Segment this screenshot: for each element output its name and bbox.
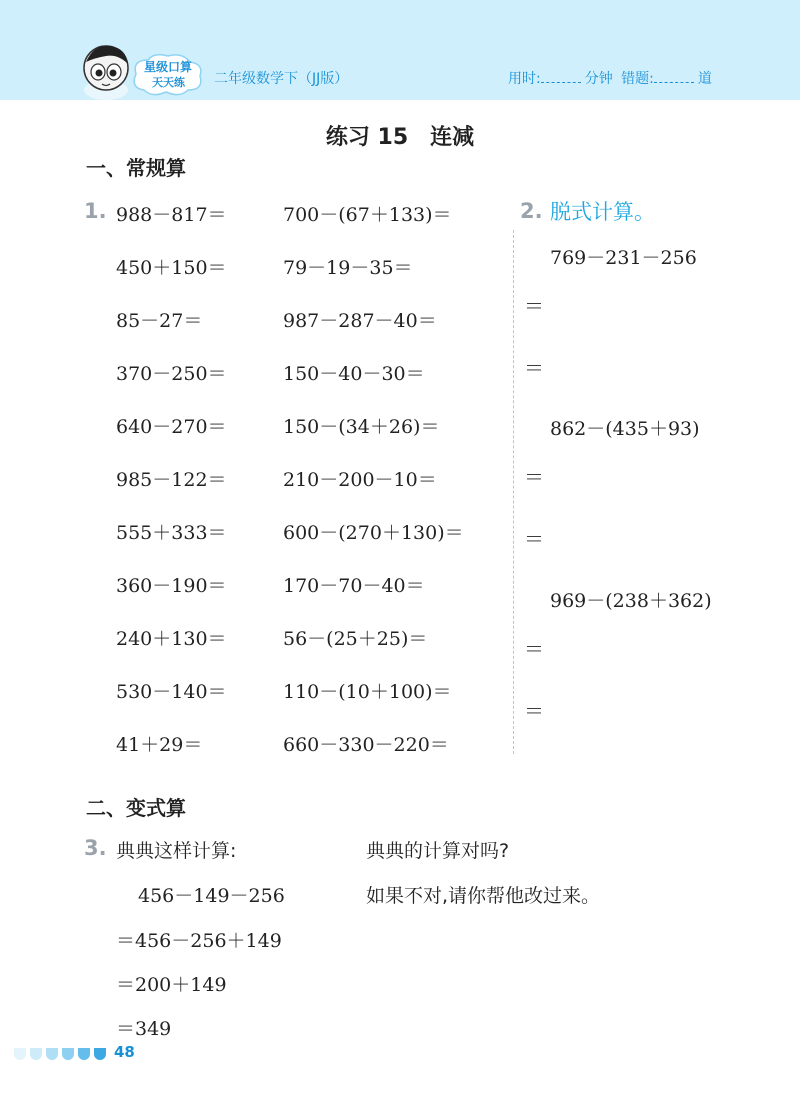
q1-item: 600－(270＋130)＝ xyxy=(283,522,464,544)
page-title: 练习 15 连减 xyxy=(325,125,475,150)
book-subject: 二年级数学下（JJ版） xyxy=(214,71,349,87)
mascot-icon xyxy=(76,40,136,104)
section-heading-routine: 一、常规算 xyxy=(86,156,186,180)
q2-answer-line: ＝ xyxy=(524,356,544,380)
q1-item: 170－70－40＝ xyxy=(283,575,425,597)
time-spent-field xyxy=(508,68,712,88)
footer-dot xyxy=(62,1048,74,1060)
q1-item: 987－287－40＝ xyxy=(283,310,437,332)
question-1-number: 1. xyxy=(84,199,107,223)
q3-step: 456－149－256 xyxy=(138,885,285,907)
q3-step: ＝200＋149 xyxy=(116,974,227,996)
page-number: 48 xyxy=(114,1043,135,1061)
q1-item: 85－27＝ xyxy=(116,310,203,332)
question-3-number: 3. xyxy=(84,836,107,860)
q3-step: ＝349 xyxy=(116,1018,172,1040)
q1-item: 985－122＝ xyxy=(116,469,227,491)
q2-answer-line: ＝ xyxy=(524,637,544,661)
q1-item: 555＋333＝ xyxy=(116,522,227,544)
question-3-instruction: 如果不对,请你帮他改过来。 xyxy=(366,885,601,907)
question-2-number: 2. xyxy=(520,199,543,223)
footer-dot xyxy=(14,1048,26,1060)
q1-item: 56－(25＋25)＝ xyxy=(283,628,428,650)
q2-expression: 769－231－256 xyxy=(550,247,697,269)
time-unit: 分钟 xyxy=(584,71,613,87)
q2-expression: 969－(238＋362) xyxy=(550,590,712,612)
q1-item: 79－19－35＝ xyxy=(283,257,413,279)
footer-dot xyxy=(94,1048,106,1060)
q1-item: 150－(34＋26)＝ xyxy=(283,416,440,438)
q3-step: ＝456－256＋149 xyxy=(116,930,282,952)
footer-dot xyxy=(46,1048,58,1060)
q2-answer-line: ＝ xyxy=(524,465,544,489)
q2-expression: 862－(435＋93) xyxy=(550,418,700,440)
q1-item: 988－817＝ xyxy=(116,204,227,226)
errors-blank xyxy=(654,70,694,83)
q1-item: 110－(10＋100)＝ xyxy=(283,681,452,703)
q1-item: 370－250＝ xyxy=(116,363,227,385)
errors-label: 错题: xyxy=(621,71,654,87)
logo-text-line1: 星级口算 xyxy=(144,60,193,74)
errors-unit: 道 xyxy=(697,71,712,87)
time-label: 用时: xyxy=(508,71,541,87)
q1-item: 360－190＝ xyxy=(116,575,227,597)
q2-answer-line: ＝ xyxy=(524,699,544,723)
q1-item: 530－140＝ xyxy=(116,681,227,703)
q1-item: 700－(67＋133)＝ xyxy=(283,204,452,226)
logo-text-line2: 天天练 xyxy=(152,76,185,89)
q1-item: 210－200－10＝ xyxy=(283,469,437,491)
column-divider xyxy=(513,230,514,754)
q2-answer-line: ＝ xyxy=(524,294,544,318)
question-2-label: 脱式计算。 xyxy=(550,200,655,224)
q1-item: 41＋29＝ xyxy=(116,734,203,756)
time-blank xyxy=(541,70,581,83)
footer-dot xyxy=(78,1048,90,1060)
q2-answer-line: ＝ xyxy=(524,527,544,551)
q1-item: 640－270＝ xyxy=(116,416,227,438)
section-heading-variation: 二、变式算 xyxy=(86,796,186,820)
question-3-intro: 典典这样计算: xyxy=(116,840,237,862)
question-3-question: 典典的计算对吗? xyxy=(366,840,510,862)
q1-item: 240＋130＝ xyxy=(116,628,227,650)
q1-item: 450＋150＝ xyxy=(116,257,227,279)
footer-dot xyxy=(30,1048,42,1060)
q1-item: 150－40－30＝ xyxy=(283,363,425,385)
q1-item: 660－330－220＝ xyxy=(283,734,449,756)
